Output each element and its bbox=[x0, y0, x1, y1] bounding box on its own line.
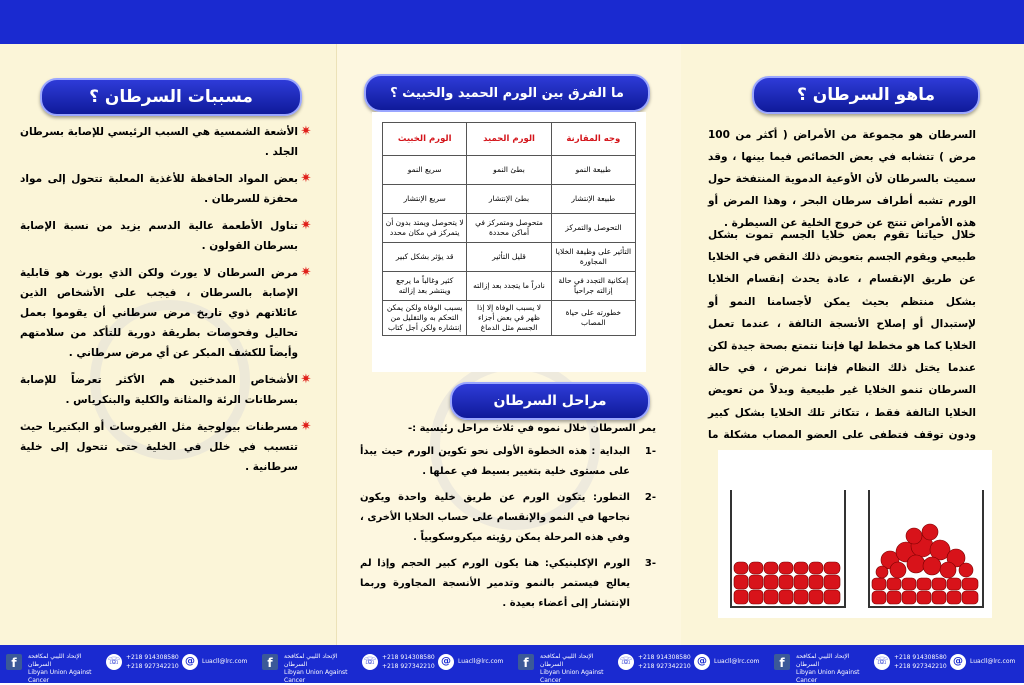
table-cell: قد يؤثر بشكل كبير bbox=[383, 243, 467, 272]
table-cell: لا يسبب الوفاة إلا إذا ظهر في بعض أجزاء الجسم مثل الدماغ bbox=[467, 301, 551, 336]
phone-icon: ☏ bbox=[618, 654, 634, 670]
org-name-en: Libyan Union Against Cancer bbox=[284, 669, 348, 684]
footer-segment bbox=[256, 651, 512, 684]
definition-paragraph-2: خلال حياتنا تقوم بعض خلايا الجسم تموت بشكل طبيعي ويقوم الجسم بتعويض ذلك النقص في الخلايا عن طريق الإنقسام ، عادة يحدث إنقسام الخلايا بشكل منتظم بحيث يمكن لأجسامنا النمو أو لإستبدال أو إصلاح الأنسجة التالفة ، عندما تعمل الخلايا كما هو مخطط لها فإننا نتمتع بصحة جيدة لكن عندما يختل ذلك النظام فإننا نمرض ، في حالة السرطان تنمو الخلايا غير طبيعية وبدلاً من تعويض الخلايا التالفة فقط ، تتكاثر تلك الخلايا بشكل كبير ودون توقف فتطفى على العضو المصاب مشكلة ما bbox=[708, 229, 976, 441]
cause-text: تناول الأطعمة عالية الدسم يزيد من نسبة الإصابة بسرطان القولون . bbox=[20, 220, 298, 252]
org-name-ar: الإتحاد الليبي لمكافحة السرطان bbox=[540, 653, 594, 668]
email-icon: @ bbox=[438, 654, 454, 670]
table-cell: نادراً ما يتجدد بعد إزالته bbox=[467, 272, 551, 301]
facebook-icon[interactable]: f bbox=[774, 654, 790, 670]
table-cell: طبيعة الإنتشار bbox=[551, 185, 635, 214]
section-title-what-is-cancer: ماهو السرطان ؟ bbox=[752, 76, 980, 114]
table-cell: كثير وغالباً ما يرجع وينتشر بعد إزالته bbox=[383, 272, 467, 301]
table-cell: لا يتحوصل ويمتد بدون أن يتمركز في مكان محدد bbox=[383, 214, 467, 243]
phone-icon: ☏ bbox=[874, 654, 890, 670]
table-row bbox=[383, 272, 636, 301]
table-cell: إمكانية التجدد في حالة إزالته جراحياً bbox=[551, 272, 635, 301]
org-name-ar: الإتحاد الليبي لمكافحة السرطان bbox=[284, 653, 338, 668]
email-address[interactable]: Luacll@lrc.com bbox=[202, 658, 248, 665]
org-name bbox=[796, 653, 866, 685]
phone-numbers: +218 914308580 +218 927342210 bbox=[638, 654, 691, 670]
org-name-en: Libyan Union Against Cancer bbox=[796, 669, 860, 684]
cause-text: الأشعة الشمسية هي السبب الرئيسي للإصابة بسرطان الجلد . bbox=[20, 126, 298, 158]
org-name bbox=[540, 653, 610, 685]
stage-text: الورم الإكلينيكي: هنا يكون الورم كبير الحجم وإذا لم يعالج فيستمر بالنمو وتدمير الأنسجة المجاورة وربما الإنتشار إلى أعضاء بعيدة . bbox=[360, 558, 630, 609]
table-cell: متحوصل ومتمركز في أماكن محددة bbox=[467, 214, 551, 243]
email-address[interactable]: Luacll@lrc.com bbox=[714, 658, 760, 665]
table-cell: يسبب الوفاة ولكن يمكن التحكم به والتقليل من إنتشاره ولكن أجل كتاب bbox=[383, 301, 467, 336]
comparison-table bbox=[382, 122, 636, 336]
normal-cells-box bbox=[730, 490, 846, 608]
stage-item bbox=[360, 554, 656, 614]
facebook-icon[interactable]: f bbox=[518, 654, 534, 670]
facebook-icon[interactable]: f bbox=[262, 654, 278, 670]
column-header: الورم الحميد bbox=[467, 123, 551, 156]
table-row bbox=[383, 243, 636, 272]
phone-numbers: +218 914308580 +218 927342210 bbox=[126, 654, 179, 670]
cause-text: مسرطنات بيولوجية مثل الفيروسات أو البكتيريا حيث تتسبب في خلل في الخلية حتى تتحول إلى خلية سرطانية . bbox=[20, 421, 298, 473]
star-bullet-icon: ✷ bbox=[300, 124, 312, 139]
footer-segment bbox=[768, 651, 1024, 684]
top-banner bbox=[0, 0, 1024, 44]
cause-item bbox=[20, 169, 314, 209]
org-name-ar: الإتحاد الليبي لمكافحة السرطان bbox=[796, 653, 850, 668]
cause-text: بعض المواد الحافظة للأغذية المعلبة تتحول إلى مواد محفزة للسرطان . bbox=[20, 173, 298, 205]
table-cell: التحوصل والتمركز bbox=[551, 214, 635, 243]
table-cell: خطورته على حياة المصاب bbox=[551, 301, 635, 336]
org-name bbox=[28, 653, 98, 685]
stage-item bbox=[360, 442, 656, 482]
stage-number: -2 bbox=[644, 492, 656, 503]
star-bullet-icon: ✷ bbox=[300, 372, 312, 387]
footer-segment bbox=[0, 651, 256, 684]
cause-item bbox=[20, 417, 314, 477]
org-name bbox=[284, 653, 354, 685]
star-bullet-icon: ✷ bbox=[300, 265, 312, 280]
table-cell: بطئ الإنتشار bbox=[467, 185, 551, 214]
star-bullet-icon: ✷ bbox=[300, 171, 312, 186]
section-title-causes: مسببات السرطان ؟ bbox=[40, 78, 302, 116]
phone-icon: ☏ bbox=[106, 654, 122, 670]
email-icon: @ bbox=[694, 654, 710, 670]
cause-item bbox=[20, 263, 314, 363]
table-cell: سريع الإنتشار bbox=[383, 185, 467, 214]
column-header: الورم الخبيث bbox=[383, 123, 467, 156]
section-title-cancer-stages: مراحل السرطان bbox=[450, 382, 650, 420]
stage-number: -3 bbox=[644, 558, 656, 569]
column-header: وجه المقارنة bbox=[551, 123, 635, 156]
cause-item bbox=[20, 370, 314, 410]
stages-intro: يمر السرطان خلال نموه في ثلاث مراحل رئيسية :- bbox=[407, 423, 656, 434]
cause-item bbox=[20, 122, 314, 162]
table-row bbox=[383, 301, 636, 336]
stages-list bbox=[360, 442, 656, 620]
org-name-en: Libyan Union Against Cancer bbox=[540, 669, 604, 684]
table-row bbox=[383, 185, 636, 214]
star-bullet-icon: ✷ bbox=[300, 419, 312, 434]
table-row bbox=[383, 214, 636, 243]
tumor-cells-box bbox=[868, 490, 984, 608]
email-icon: @ bbox=[950, 654, 966, 670]
email-address[interactable]: Luacll@lrc.com bbox=[970, 658, 1016, 665]
definition-paragraph-1: السرطان هو مجموعة من الأمراض ( أكثر من 100 مرض ) تتشابه في بعض الخصائص فيما بينها ، وقد سميت بالسرطان لأن الأوعية الدموية المنتفخة حول الورم تشبه أطراف سرطان البحر ، وهذا المرض أو هذه الأمراض تنتج عن خروج الخلية عن السيطرة . bbox=[708, 129, 976, 229]
footer-segment bbox=[512, 651, 768, 684]
star-bullet-icon: ✷ bbox=[300, 218, 312, 233]
facebook-icon[interactable]: f bbox=[6, 654, 22, 670]
phone-numbers: +218 914308580 +218 927342210 bbox=[382, 654, 435, 670]
email-address[interactable]: Luacll@lrc.com bbox=[458, 658, 504, 665]
phone-icon: ☏ bbox=[362, 654, 378, 670]
table-cell: بطئ النمو bbox=[467, 156, 551, 185]
org-name-en: Libyan Union Against Cancer bbox=[28, 669, 92, 684]
email-icon: @ bbox=[182, 654, 198, 670]
table-row bbox=[383, 156, 636, 185]
org-name-ar: الإتحاد الليبي لمكافحة السرطان bbox=[28, 653, 82, 668]
stage-text: التطور: يتكون الورم عن طريق خلية واحدة ويكون نجاحها في النمو والإنقسام على حساب الخلايا الأخرى ، وفي هذه المرحلة يمكن رؤيته ميكروسكوبياً . bbox=[360, 492, 630, 543]
table-header-row bbox=[383, 123, 636, 156]
cause-item bbox=[20, 216, 314, 256]
cell-illustration bbox=[718, 450, 992, 618]
table-cell: سريع النمو bbox=[383, 156, 467, 185]
footer-bar bbox=[0, 645, 1024, 683]
table-cell: قليل التأثير bbox=[467, 243, 551, 272]
table-cell: طبيعة النمو bbox=[551, 156, 635, 185]
cause-text: مرض السرطان لا يورث ولكن الذي يورث هو قابلية الإصابة بالسرطان ، فيجب على الأشخاص الذين عائلاتهم ذوي تاريخ مرض سرطاني أن يقوموا بعمل تحاليل وفحوصات بطريقة دورية للتأكد من سلامتهم وأيضاً للكشف المبكر عن أي مرض سرطاني . bbox=[20, 267, 298, 359]
section-title-benign-vs-malignant: ما الفرق بين الورم الحميد والخبيث ؟ bbox=[364, 74, 650, 112]
table-cell: التأثير على وظيفة الخلايا المجاورة bbox=[551, 243, 635, 272]
stage-item bbox=[360, 488, 656, 548]
phone-numbers: +218 914308580 +218 927342210 bbox=[894, 654, 947, 670]
stage-text: البداية : هذه الخطوة الأولى نحو تكوين الورم حيث يبدأ على مستوى خلية بتغيير بسيط في عملها . bbox=[360, 446, 630, 477]
causes-list bbox=[20, 122, 314, 484]
stage-number: -1 bbox=[644, 446, 656, 457]
cause-text: الأشخاص المدخنين هم الأكثر تعرضاً للإصابة بسرطانات الرئة والمثانة والكلية والبنكرياس . bbox=[20, 374, 298, 406]
